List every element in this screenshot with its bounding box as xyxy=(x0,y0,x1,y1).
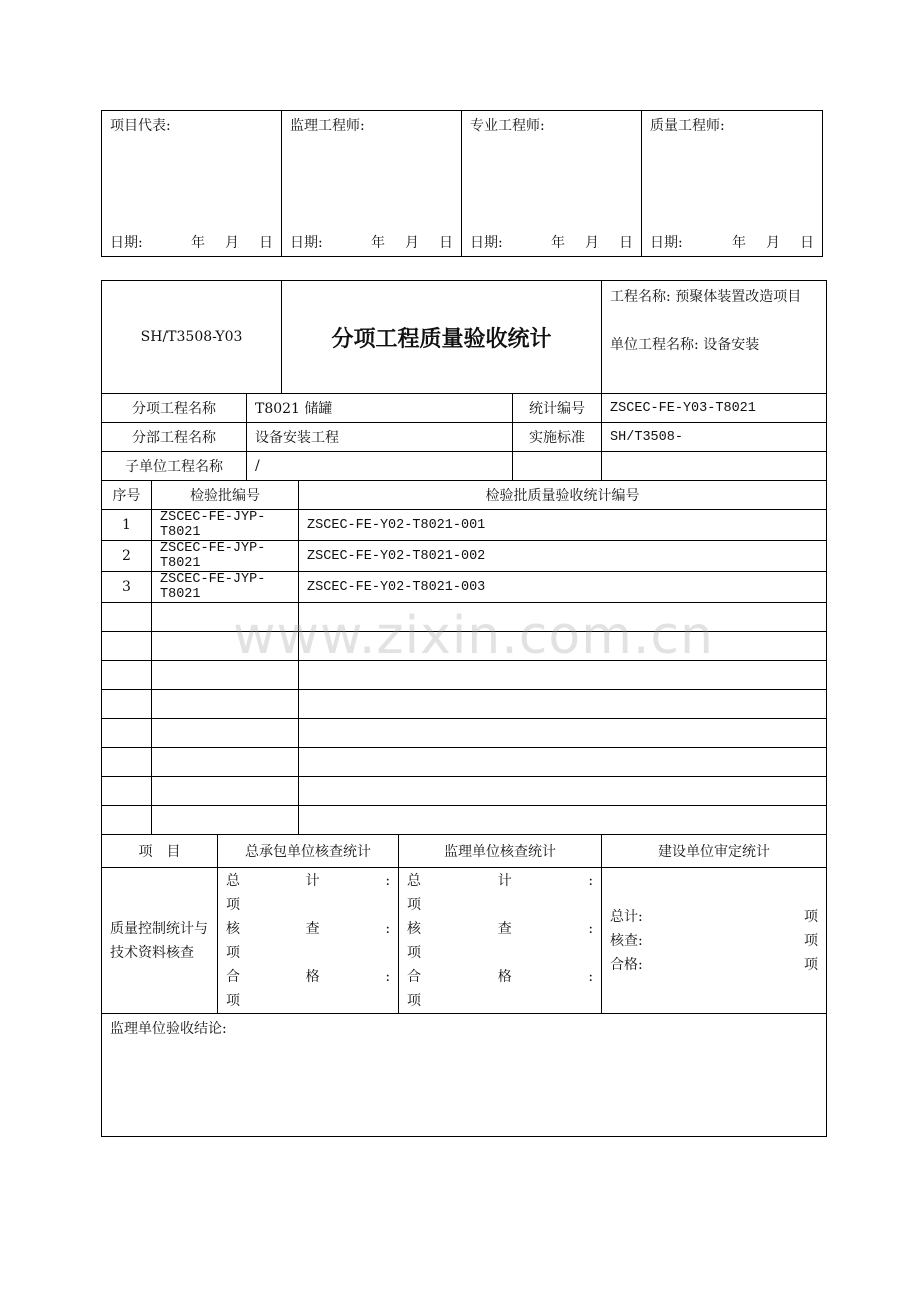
total-label-2: 计 xyxy=(497,872,512,889)
standard-value: SH/T3508- xyxy=(602,423,827,452)
unit-label: 项 xyxy=(407,944,422,961)
unit-label: 项 xyxy=(226,896,240,913)
division-value: 设备安装工程 xyxy=(247,423,513,452)
check-header-item: 项 目 xyxy=(102,835,218,868)
col-header-batch: 检验批编号 xyxy=(152,481,299,510)
empty-row xyxy=(102,806,827,835)
empty-row xyxy=(102,777,827,806)
owner-pass-label: 合格: xyxy=(610,956,643,973)
stat-no-value: ZSCEC-FE-Y03-T8021 xyxy=(602,394,827,423)
check-label-2: 查 xyxy=(305,920,320,937)
supervisor-stats xyxy=(399,868,602,1014)
row-no: 1 xyxy=(102,510,152,541)
qc-row-label: 质量控制统计与技术资料核查 xyxy=(102,868,218,1014)
date-label: 日期: xyxy=(110,235,143,251)
stat-no-label: 统计编号 xyxy=(513,394,602,423)
check-label-2: 查 xyxy=(497,920,512,937)
total-label: 总 xyxy=(407,872,422,889)
check-header-supervisor: 监理单位核查统计 xyxy=(399,835,602,868)
unit-label: 项 xyxy=(226,992,240,1009)
conclusion-label: 监理单位验收结论: xyxy=(110,1021,227,1037)
check-label: 核 xyxy=(226,920,240,937)
row-no: 2 xyxy=(102,541,152,572)
signature-table xyxy=(101,110,823,257)
month-label: 月 xyxy=(766,235,780,251)
colon: : xyxy=(385,872,391,889)
empty-row xyxy=(102,719,827,748)
colon: : xyxy=(588,968,594,985)
colon: : xyxy=(385,920,391,937)
colon: : xyxy=(588,872,594,889)
sub-unit-label: 子单位工程名称 xyxy=(102,452,247,481)
day-label: 日 xyxy=(439,235,453,251)
empty-row xyxy=(102,661,827,690)
year-label: 年 xyxy=(191,235,205,251)
signature-role: 项目代表: xyxy=(110,118,171,134)
unit-project-label: 单位工程名称: xyxy=(610,337,699,353)
total-label: 总 xyxy=(226,872,240,889)
date-label: 日期: xyxy=(470,235,503,251)
signature-role: 监理工程师: xyxy=(290,118,365,134)
pass-label-2: 格 xyxy=(305,968,320,985)
project-name: 预聚体装置改造项目 xyxy=(675,289,802,305)
batch-no: ZSCEC-FE-JYP-T8021 xyxy=(152,510,299,541)
empty-cell xyxy=(602,452,827,481)
total-label-2: 计 xyxy=(305,872,320,889)
year-label: 年 xyxy=(371,235,385,251)
stat-no: ZSCEC-FE-Y02-T8021-001 xyxy=(299,510,827,541)
sub-unit-value: / xyxy=(247,452,513,481)
sub-item-label: 分项工程名称 xyxy=(102,394,247,423)
row-no: 3 xyxy=(102,572,152,603)
pass-label-2: 格 xyxy=(497,968,512,985)
month-label: 月 xyxy=(225,235,239,251)
col-header-stat: 检验批质量验收统计编号 xyxy=(299,481,827,510)
acceptance-form xyxy=(101,280,827,1137)
signature-cell-supervisor xyxy=(282,111,462,257)
unit-label: 项 xyxy=(226,944,240,961)
colon: : xyxy=(385,968,391,985)
empty-row xyxy=(102,748,827,777)
signature-cell-specialist xyxy=(462,111,642,257)
unit-label: 项 xyxy=(804,908,819,925)
form-code: SH/T3508-Y03 xyxy=(102,281,282,394)
col-header-no: 序号 xyxy=(102,481,152,510)
empty-row xyxy=(102,632,827,661)
sub-item-value: T8021 储罐 xyxy=(247,394,513,423)
check-header-owner: 建设单位审定统计 xyxy=(602,835,827,868)
day-label: 日 xyxy=(259,235,273,251)
stat-no: ZSCEC-FE-Y02-T8021-002 xyxy=(299,541,827,572)
signature-role: 质量工程师: xyxy=(650,118,725,134)
unit-project: 设备安装 xyxy=(703,337,760,353)
contractor-stats xyxy=(218,868,399,1014)
day-label: 日 xyxy=(800,235,814,251)
stat-no: ZSCEC-FE-Y02-T8021-003 xyxy=(299,572,827,603)
date-label: 日期: xyxy=(290,235,323,251)
batch-no: ZSCEC-FE-JYP-T8021 xyxy=(152,572,299,603)
unit-label: 项 xyxy=(804,932,819,949)
signature-role: 专业工程师: xyxy=(470,118,545,134)
signature-cell-quality xyxy=(642,111,823,257)
year-label: 年 xyxy=(732,235,746,251)
empty-row xyxy=(102,690,827,719)
watermark: www.zixin.com.cn xyxy=(233,606,714,666)
division-label: 分部工程名称 xyxy=(102,423,247,452)
table-row xyxy=(102,510,827,541)
unit-label: 项 xyxy=(804,956,819,973)
empty-row xyxy=(102,603,827,632)
owner-stats xyxy=(602,868,827,1014)
empty-cell xyxy=(513,452,602,481)
day-label: 日 xyxy=(619,235,633,251)
table-row xyxy=(102,541,827,572)
conclusion-cell xyxy=(102,1014,827,1137)
standard-label: 实施标准 xyxy=(513,423,602,452)
colon: : xyxy=(588,920,594,937)
year-label: 年 xyxy=(551,235,565,251)
check-label: 核 xyxy=(407,920,422,937)
unit-label: 项 xyxy=(407,896,422,913)
unit-label: 项 xyxy=(407,992,422,1009)
pass-label: 合 xyxy=(407,968,422,985)
project-info xyxy=(602,281,827,394)
pass-label: 合 xyxy=(226,968,240,985)
owner-total-label: 总计: xyxy=(610,908,643,925)
form-title: 分项工程质量验收统计 xyxy=(282,281,602,394)
table-row xyxy=(102,572,827,603)
date-label: 日期: xyxy=(650,235,683,251)
month-label: 月 xyxy=(405,235,419,251)
month-label: 月 xyxy=(585,235,599,251)
check-header-contractor: 总承包单位核查统计 xyxy=(218,835,399,868)
signature-cell-project-rep xyxy=(102,111,282,257)
batch-no: ZSCEC-FE-JYP-T8021 xyxy=(152,541,299,572)
project-name-label: 工程名称: xyxy=(610,289,671,305)
owner-check-label: 核查: xyxy=(610,932,643,949)
